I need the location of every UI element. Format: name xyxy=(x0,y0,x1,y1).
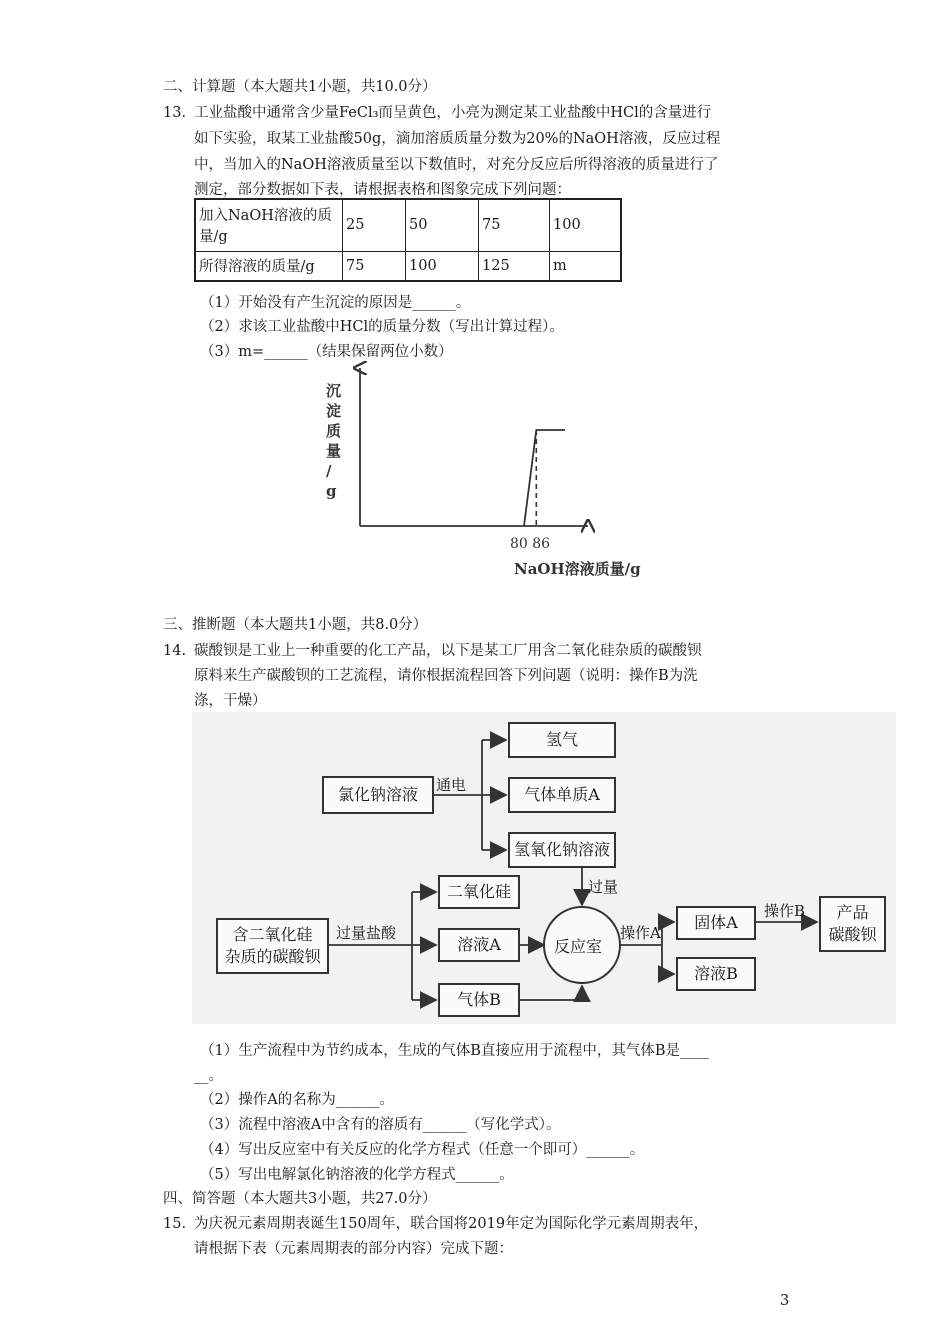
y-axis-label-char: / xyxy=(326,462,332,480)
table-cell: 50 xyxy=(406,199,479,251)
y-axis-label-char: 量 xyxy=(326,442,342,460)
y-axis-label-char: 沉 xyxy=(326,382,342,400)
q13-sub-3: （3）m=______（结果保留两位小数） xyxy=(200,344,453,360)
label-operation-a: 操作A xyxy=(620,924,661,942)
box-silica: 二氧化硅 xyxy=(438,875,520,909)
box-hydrogen: 氢气 xyxy=(508,722,616,758)
q14-sub-3: （3）流程中溶液A中含有的溶质有______（写化学式）。 xyxy=(200,1117,561,1133)
label-electrolysis: 通电 xyxy=(436,776,467,794)
q13-text-line-3: 中，当加入的NaOH溶液质量至以下数值时，对充分反应后所得溶液的质量进行了 xyxy=(194,157,719,173)
question-number-14: 14. xyxy=(163,643,187,659)
table-cell: m xyxy=(550,251,622,281)
table-row xyxy=(195,251,621,281)
q14-text-line-3: 涤，干燥） xyxy=(194,693,267,709)
label-excess-hcl: 过量盐酸 xyxy=(336,924,397,942)
label-reactor: 反应室 xyxy=(554,937,603,956)
box-solution-a: 溶液A xyxy=(438,928,520,962)
naoh-data-table xyxy=(194,198,622,282)
box-solid-a: 固体A xyxy=(676,906,756,940)
page-number: 3 xyxy=(780,1293,790,1309)
q15-text-line-1: 为庆祝元素周期表诞生150周年，联合国将2019年定为国际化学元素周期表年， xyxy=(194,1216,709,1232)
precipitate-series-line xyxy=(524,430,565,526)
raw-line-1: 含二氧化硅 xyxy=(232,925,313,944)
q14-sub-5: （5）写出电解氯化钠溶液的化学方程式______。 xyxy=(200,1167,514,1183)
q14-text-line-1: 碳酸钡是工业上一种重要的化工产品，以下是某工厂用含二氧化硅杂质的碳酸钡 xyxy=(194,643,702,659)
table-row xyxy=(195,199,621,251)
table-cell: 25 xyxy=(343,199,406,251)
table-cell-label xyxy=(195,199,343,251)
table-cell: 75 xyxy=(343,251,406,281)
box-gas-element-a: 气体单质A xyxy=(508,777,616,813)
q13-text-line-2: 如下实验，取某工业盐酸50g，滴加溶质质量分数为20%的NaOH溶液，反应过程 xyxy=(194,131,721,147)
section-heading-calculation: 二、计算题（本大题共1小题，共10.0分） xyxy=(163,79,437,95)
barium-carbonate-process-flow xyxy=(192,712,896,1024)
section-heading-short-answer: 四、简答题（本大题共3小题，共27.0分） xyxy=(163,1191,437,1207)
box-solution-b: 溶液B xyxy=(676,957,756,991)
question-number-13: 13. xyxy=(163,105,187,121)
y-axis-label xyxy=(326,382,341,500)
table-cell: 125 xyxy=(479,251,550,281)
x-axis-label: NaOH溶液质量/g xyxy=(514,560,641,578)
row1-label-line2: 量/g xyxy=(199,229,228,246)
box-raw-barium-carbonate xyxy=(216,918,329,974)
label-excess: 过量 xyxy=(588,878,619,896)
y-axis-label-char: 质 xyxy=(326,422,342,440)
table-cell-label: 所得溶液的质量/g xyxy=(195,251,343,281)
q14-text-line-2: 原料来生产碳酸钡的工艺流程，请你根据流程回答下列问题（说明：操作B为洗 xyxy=(194,668,698,684)
q15-text-line-2: 请根据下表（元素周期表的部分内容）完成下题： xyxy=(194,1241,513,1257)
product-line-1: 产品 xyxy=(836,903,869,922)
q14-sub-1-cont: __。 xyxy=(194,1068,223,1084)
raw-line-2: 杂质的碳酸钡 xyxy=(224,947,321,966)
q13-sub-2: （2）求该工业盐酸中HCl的质量分数（写出计算过程）。 xyxy=(200,319,564,335)
section-heading-inference: 三、推断题（本大题共1小题，共8.0分） xyxy=(163,617,428,633)
table-cell: 75 xyxy=(479,199,550,251)
question-number-15: 15. xyxy=(163,1216,187,1232)
precipitate-mass-chart xyxy=(320,362,641,584)
box-naoh-solution: 氢氧化钠溶液 xyxy=(508,832,616,868)
box-product-barium-carbonate xyxy=(819,896,886,952)
table-cell: 100 xyxy=(550,199,622,251)
box-nacl-solution: 氯化钠溶液 xyxy=(322,776,434,814)
label-operation-b: 操作B xyxy=(764,902,806,920)
row1-label-line1: 加入NaOH溶液的质 xyxy=(199,208,332,225)
q14-sub-4: （4）写出反应室中有关反应的化学方程式（任意一个即可）______。 xyxy=(200,1142,645,1158)
y-axis-label-char: 淀 xyxy=(326,402,342,420)
product-line-2: 碳酸钡 xyxy=(828,925,877,944)
q14-sub-2: （2）操作A的名称为______。 xyxy=(200,1092,394,1108)
q14-sub-1: （1）生产流程中为节约成本，生成的气体B直接应用于流程中，其气体B是____ xyxy=(200,1043,710,1059)
table-cell: 100 xyxy=(406,251,479,281)
y-axis-label-char: g xyxy=(326,482,337,500)
q13-text-line-1: 工业盐酸中通常含少量FeCl₃而呈黄色，小亮为测定某工业盐酸中HCl的含量进行 xyxy=(194,105,712,121)
box-gas-b: 气体B xyxy=(438,983,520,1017)
q13-text-line-4: 测定，部分数据如下表，请根据表格和图象完成下列问题： xyxy=(194,182,571,198)
x-tick-labels: 80 86 xyxy=(510,536,551,552)
q13-sub-1: （1）开始没有产生沉淀的原因是______。 xyxy=(200,295,471,311)
